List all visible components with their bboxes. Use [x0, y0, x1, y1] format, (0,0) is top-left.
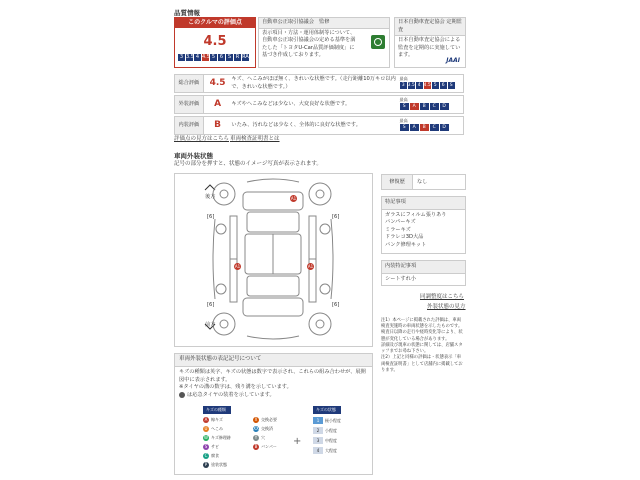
type-label: 塗装状態	[211, 462, 227, 467]
score-scale	[178, 54, 255, 61]
row-desc: キズ、へこみがほぼ無く、きれいな状態です。（走行距離10万キロ以内で、きれいな状態です。）	[231, 76, 396, 90]
scale-cell: C	[430, 124, 439, 131]
scale-cell: 4	[416, 82, 423, 89]
interior-notes-box	[381, 260, 466, 286]
type-icon: P	[204, 462, 208, 467]
scale-cell: A	[410, 124, 419, 131]
row-scale	[398, 96, 463, 113]
interior-notes-label: 内装特記事項	[382, 261, 465, 274]
type-icon: U	[204, 426, 208, 431]
type-icon: S	[204, 444, 208, 449]
rating-table	[174, 74, 464, 135]
state-label: 中程度	[325, 437, 337, 443]
spare-tire-icon	[179, 392, 185, 398]
row-label: 内装評価	[175, 117, 204, 134]
damage-type-col-left	[203, 414, 253, 468]
circuit-link[interactable]: 同調整度はこちら	[420, 294, 465, 300]
scale-cell: 3.5	[407, 83, 415, 88]
scale-cell: 3.5	[186, 54, 194, 60]
scale-cell-active: A	[410, 103, 419, 110]
type-label: 線キズ	[211, 417, 223, 422]
footnote: 注1）本ページに掲載された評価は、車両検査実施時の車両状態を示したものです。検査日以降の走行や経時変化等により、状態が変化している場合があります。 詳細及び現車の状態に関しては、店舗スタッフまでお尋ね下さい。 注2）上記と同様の評価は・状態表示「車両検査証明書」として店舗内に掲載しております。	[381, 318, 463, 373]
row-label: 外装評価	[175, 96, 204, 113]
type-icon: W	[204, 435, 208, 440]
state-icon: 2	[313, 427, 323, 434]
repair-label: 修復歴	[382, 175, 413, 189]
type-label: 交換必要	[261, 417, 277, 422]
aim-logo-icon	[371, 35, 385, 49]
scale-cell: 6	[440, 82, 447, 89]
code-legend-body3-row	[175, 392, 372, 400]
scale-cell: 3	[179, 54, 184, 60]
type-icon: X	[254, 417, 258, 422]
type-label: キズ修理跡	[211, 435, 231, 440]
scale-cell: S	[400, 124, 409, 131]
damage-type-legend	[203, 406, 303, 468]
state-icon: 4	[313, 447, 323, 454]
exterior-heading: 車両外装状態	[174, 152, 213, 160]
code-legend-box	[174, 353, 373, 475]
car-diagram	[174, 173, 373, 347]
type-label: バンパー	[261, 444, 277, 449]
jaai-title: 日本自動車査定協会 定期監査	[395, 18, 465, 36]
note-item: ドラレコ3D大品	[385, 234, 424, 241]
scale-cell: D	[440, 124, 449, 131]
note-item: ミラーキズ	[385, 226, 411, 233]
rating-guide-link[interactable]: 評価点の見方はこちら	[174, 136, 230, 142]
score-value: 4.5	[203, 34, 227, 49]
tire-tread-fr: [6]	[332, 214, 340, 220]
tire-tread-rr: [6]	[332, 302, 340, 308]
score-card-title: このクルマの評価点	[175, 18, 255, 28]
scale-cell: 3	[400, 82, 407, 89]
type-label: 穴	[261, 435, 265, 440]
scale-cell: 5	[211, 54, 216, 60]
jaai-logo: JAAI	[446, 57, 460, 64]
plus-icon: +	[293, 436, 302, 447]
code-legend-title: 車両外装状態の表記記号について	[175, 354, 372, 367]
scale-top-label: 最高	[399, 118, 408, 123]
code-legend-body2: ※タイヤの溝の数字は、残り溝を示しています。	[179, 384, 292, 391]
tire-tread-rl: [6]	[207, 302, 215, 308]
note-item: ガラスにフィルム張りあり	[385, 211, 447, 218]
jaai-box	[394, 17, 466, 68]
type-icon: XX	[253, 426, 259, 431]
scale-cell: RA	[242, 54, 249, 60]
repair-history-box	[381, 174, 466, 190]
aim-body: 表示項目・方法・運用体制等について、自動車公正取引協議会の定める基準を満たした「トヨタU-Car品質評価制度」に基づき作成しております。	[262, 29, 356, 59]
scale-cell: 6	[219, 54, 224, 60]
special-notes-box	[381, 196, 466, 254]
scale-cell: S	[400, 103, 409, 110]
scale-cell: S	[227, 54, 232, 60]
damage-type-title: キズの種類	[203, 406, 231, 414]
row-desc: いたみ、汚れなどは少なく、全体的に良好な状態です。	[231, 122, 361, 128]
damage-state-title: キズの状態	[313, 406, 341, 414]
scale-cell-active: B	[420, 124, 429, 131]
row-grade: A	[214, 99, 222, 109]
damage-marker-a1[interactable]: A1	[234, 264, 241, 269]
state-label: 極小程度	[325, 417, 341, 423]
damage-state-legend	[313, 406, 363, 454]
repair-value: なし	[417, 179, 428, 185]
note-item: バンパーキズ	[385, 219, 416, 226]
exterior-subtitle: 記号の部分を押すと、状態のイメージ写真が表示されます。	[174, 161, 322, 167]
interior-notes-value: シートすれ小	[385, 275, 416, 282]
rating-row-exterior	[174, 95, 464, 114]
jaai-body: 日本自動車査定協会による監査を定期的に実施しています。	[398, 37, 461, 59]
row-grade: 4.5	[209, 78, 226, 88]
scale-cell: S	[448, 82, 455, 89]
scale-cell: C	[430, 103, 439, 110]
type-icon: C	[204, 453, 208, 458]
type-label: 腐食	[211, 453, 219, 458]
row-scale	[398, 117, 463, 134]
damage-marker-a1[interactable]: A1	[290, 196, 297, 201]
scale-top-label: 最高	[399, 97, 408, 102]
front-label: 前方	[205, 322, 216, 328]
note-item: バンク修理キット	[385, 241, 427, 248]
type-icon: B	[254, 444, 258, 449]
rating-row-interior	[174, 116, 464, 135]
type-label: へこみ	[211, 426, 223, 431]
scale-cell-active: 4.5	[202, 54, 210, 60]
type-icon: A	[204, 417, 208, 422]
damage-marker-a1[interactable]: A1	[307, 264, 314, 269]
scale-cell: 4	[195, 54, 200, 60]
scale-cell: B	[420, 103, 429, 110]
state-label: 大程度	[325, 447, 337, 453]
tire-tread-fl: [6]	[207, 214, 215, 220]
rear-label: 後方	[205, 194, 216, 200]
quality-heading: 品質情報	[174, 9, 200, 17]
type-icon: Y	[254, 435, 258, 440]
scale-top-label: 最高	[399, 76, 408, 81]
scale-cell: 5	[432, 82, 439, 89]
scale-cell: D	[440, 103, 449, 110]
special-notes-label: 特記事項	[382, 197, 465, 210]
scale-cell: R	[235, 54, 240, 60]
rating-row-overall	[174, 74, 464, 93]
special-notes-list	[382, 210, 465, 252]
state-icon: 3	[313, 437, 323, 444]
state-label: 小程度	[325, 427, 337, 433]
row-grade: B	[214, 120, 221, 130]
state-icon: 1	[313, 417, 323, 424]
aim-box	[258, 17, 390, 68]
aim-title: 自動車公正取引協議会 監修	[259, 18, 389, 29]
row-desc: キズやへこみなどは少ない、大変良好な状態です。	[231, 101, 351, 107]
row-label: 総合評価	[175, 75, 204, 92]
type-label: サビ	[211, 444, 219, 449]
inspection-cert-link[interactable]: 車両検査証明書とは	[230, 136, 280, 142]
code-legend-body3: は応急タイヤの装着を示しています。	[187, 391, 275, 398]
code-legend-body1: キズの種類は英字、キズの状態は数字で表示され、これらの組み合わせが、展開図中に表示されます。	[179, 368, 366, 383]
row-scale	[398, 75, 463, 92]
score-card	[174, 17, 256, 68]
exterior-guide-link[interactable]: 外装状態の見方	[427, 304, 466, 310]
type-label: 交換済	[261, 426, 273, 431]
scale-cell-active: 4.5	[423, 83, 431, 88]
